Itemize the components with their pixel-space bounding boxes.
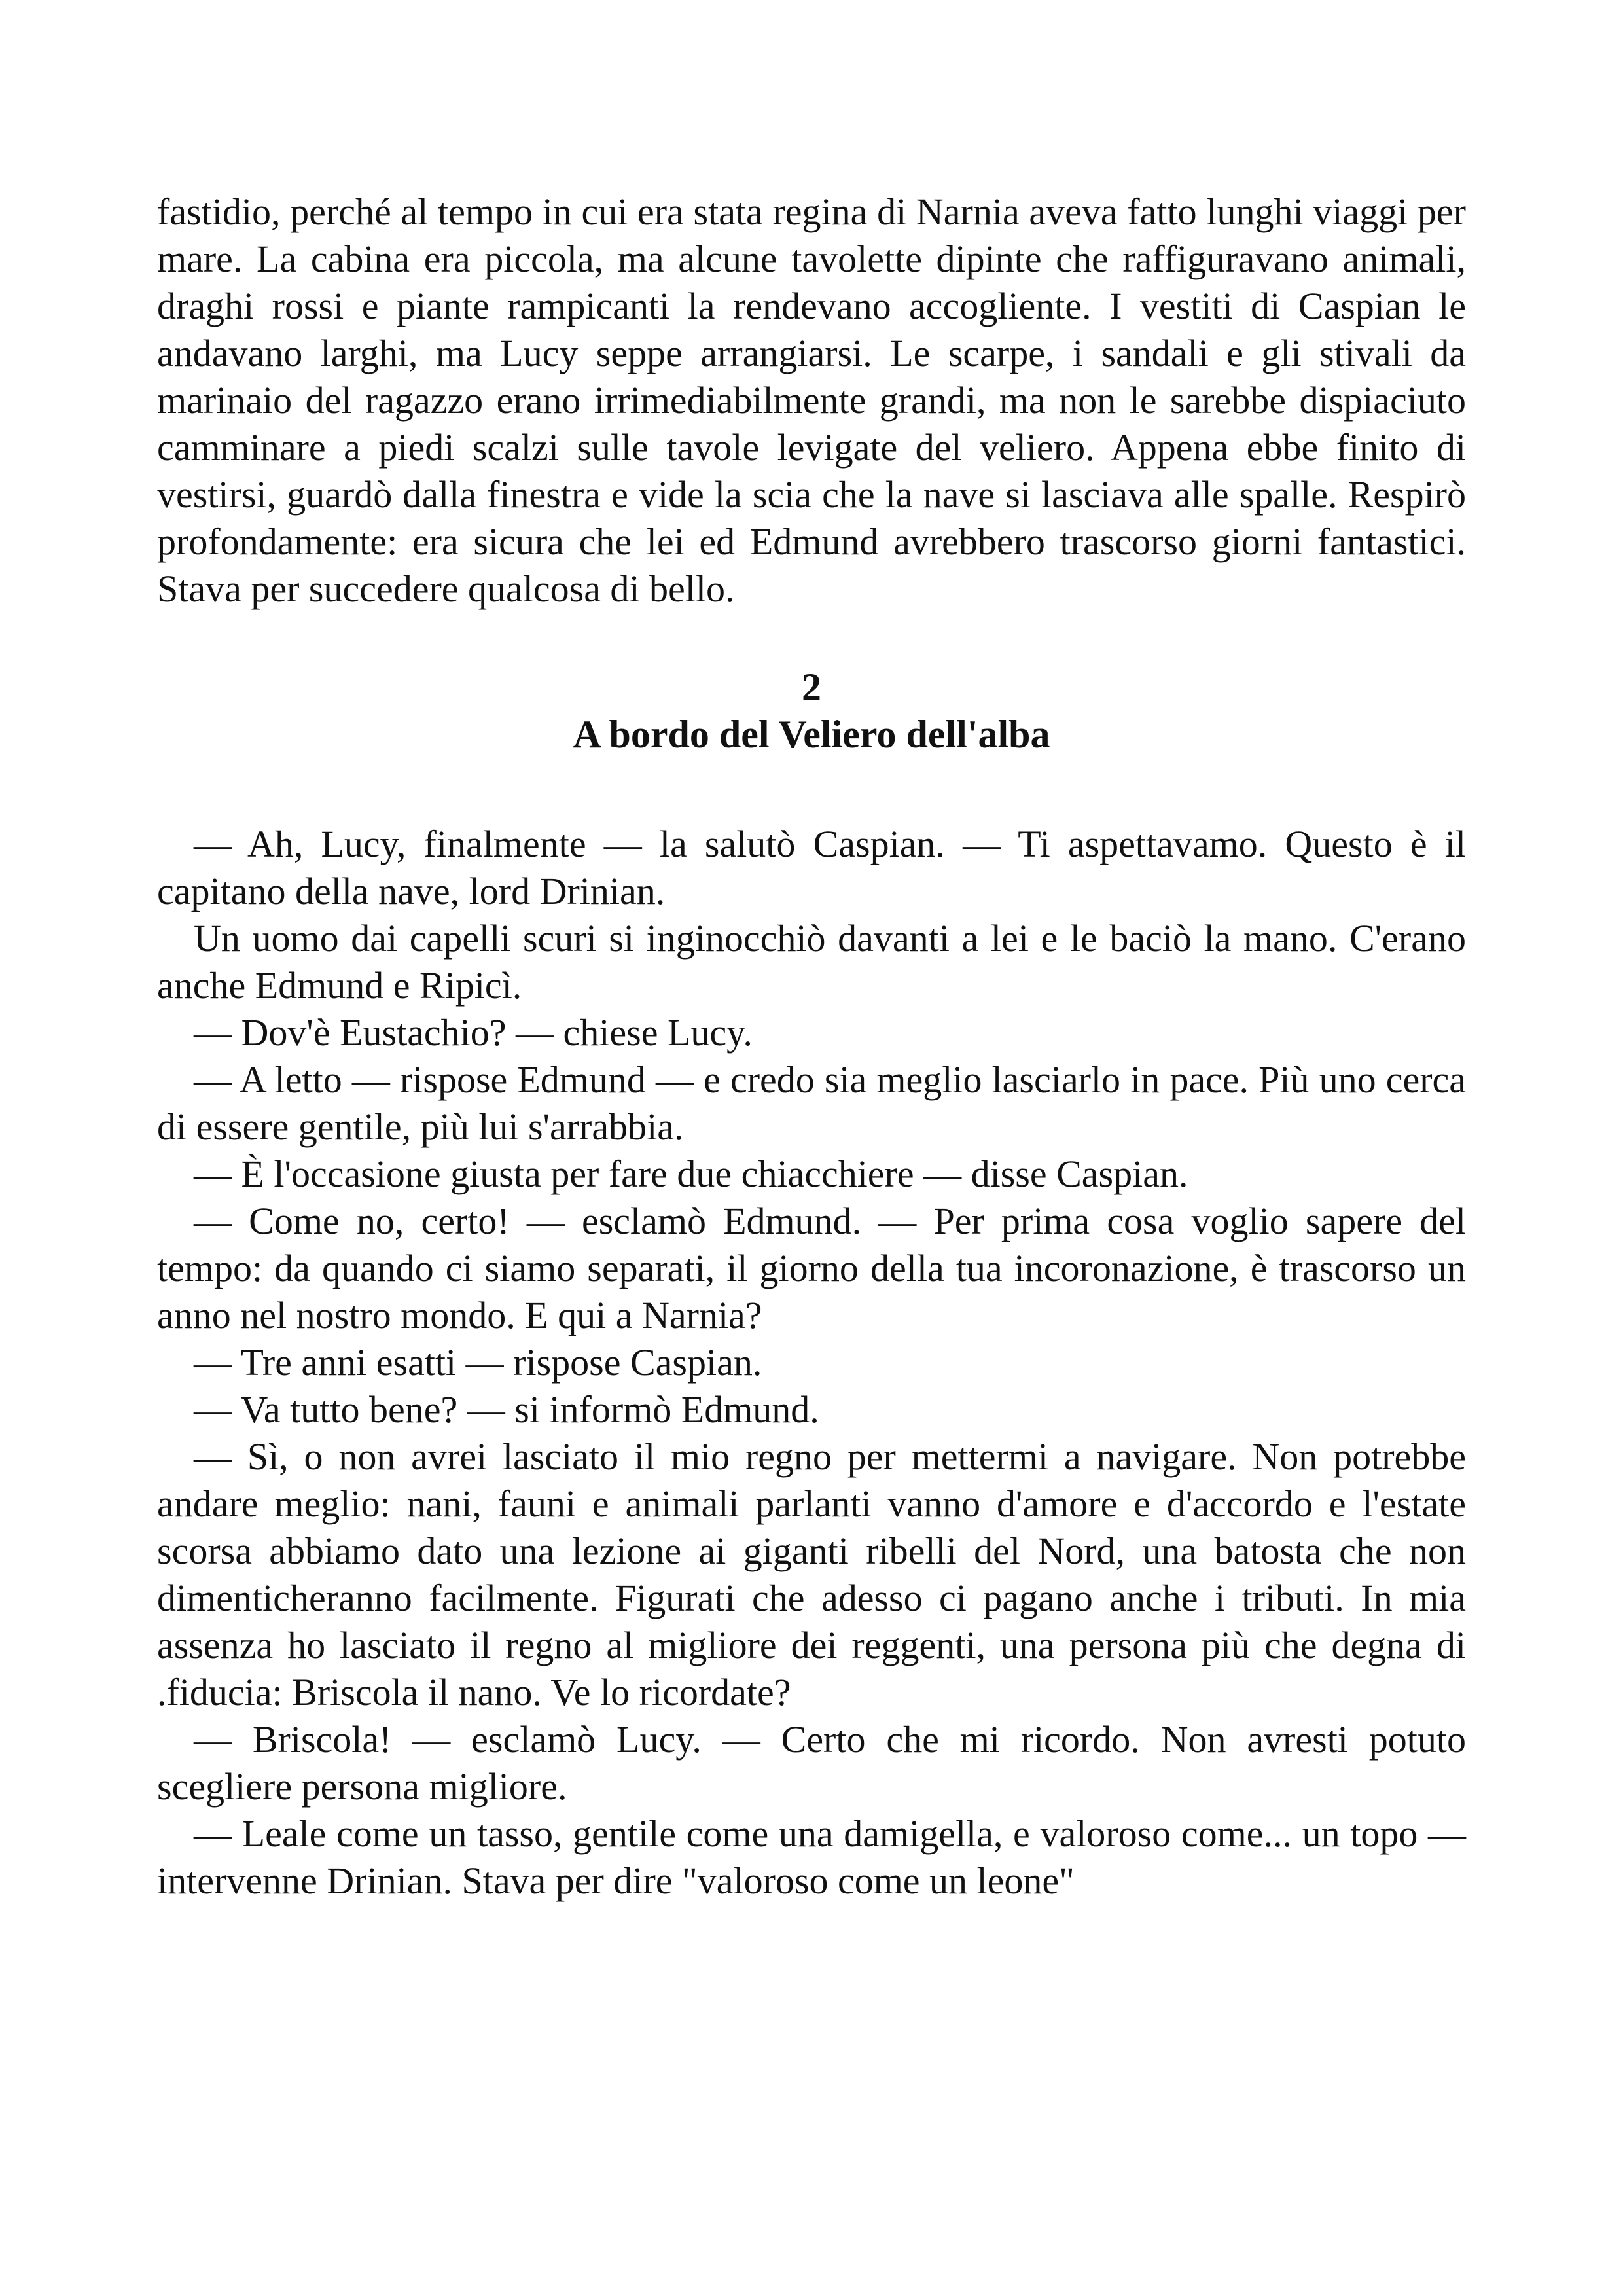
paragraph: — Leale come un tasso, gentile come una damigella, e valoroso come... un topo — intervenne Drinian. Stava per dire "valoroso come un leone" (157, 1812, 1466, 1902)
paragraph: — Come no, certo! — esclamò Edmund. — Per prima cosa voglio sapere del tempo: da quando ci siamo separati, il giorno della tua incoronazione, è trascorso un anno nel nostro mondo. E qui a Narnia? (157, 1200, 1466, 1336)
paragraph: — È l'occasione giusta per fare due chiacchiere — disse Caspian. (194, 1153, 1188, 1195)
paragraph: Un uomo dai capelli scuri si inginocchiò davanti a lei e le baciò la mano. C'erano anche Edmund e Ripicì. (157, 917, 1466, 1007)
paragraph: — Briscola! — esclamò Lucy. — Certo che mi ricordo. Non avresti potuto scegliere persona migliore. (157, 1718, 1466, 1808)
chapter-number: 2 (802, 666, 821, 709)
paragraph: — Dov'è Eustachio? — chiese Lucy. (194, 1011, 753, 1054)
opening-paragraph: fastidio, perché al tempo in cui era stata regina di Narnia aveva fatto lunghi viaggi per mare. La cabina era piccola, ma alcune tavolette dipinte che raffiguravano animali, draghi rossi e piante rampicanti la rendevano accogliente. I vestiti di Caspian le andavano larghi, ma Lucy seppe arrangiarsi. Le scarpe, i sandali e gli stivali da marinaio del ragazzo erano irrimediabilmente grandi, ma non le sarebbe dispiaciuto camminare a piedi scalzi sulle tavole levigate del veliero. Appena ebbe finito di vestirsi, guardò dalla finestra e vide la scia che la nave si lasciava alle spalle. Respirò profondamente: era sicura che lei ed Edmund avrebbero trascorso giorni fantastici. Stava per succedere qualcosa di bello. (157, 190, 1466, 610)
paragraph: — Va tutto bene? — si informò Edmund. (194, 1388, 819, 1431)
paragraph: — Tre anni esatti — rispose Caspian. (194, 1341, 762, 1384)
book-page (157, 188, 1466, 1905)
chapter-title: A bordo del Veliero dell'alba (573, 713, 1050, 756)
paragraph: — A letto — rispose Edmund — e credo sia meglio lasciarlo in pace. Più uno cerca di essere gentile, più lui s'arrabbia. (157, 1058, 1466, 1148)
paragraph: — Sì, o non avrei lasciato il mio regno per mettermi a navigare. Non potrebbe andare meglio: nani, fauni e animali parlanti vanno d'amore e d'accordo e l'estate scorsa abbiamo dato una lezione ai giganti ribelli del Nord, una batosta che non dimenticheranno facilmente. Figurati che adesso ci pagano anche i tributi. In mia assenza ho lasciato il regno al migliore dei reggenti, una persona più che degna di .fiducia: Briscola il nano. Ve lo ricordate? (157, 1435, 1466, 1713)
paragraph: — Ah, Lucy, finalmente — la salutò Caspian. — Ti aspettavamo. Questo è il capitano della nave, lord Drinian. (157, 823, 1466, 912)
